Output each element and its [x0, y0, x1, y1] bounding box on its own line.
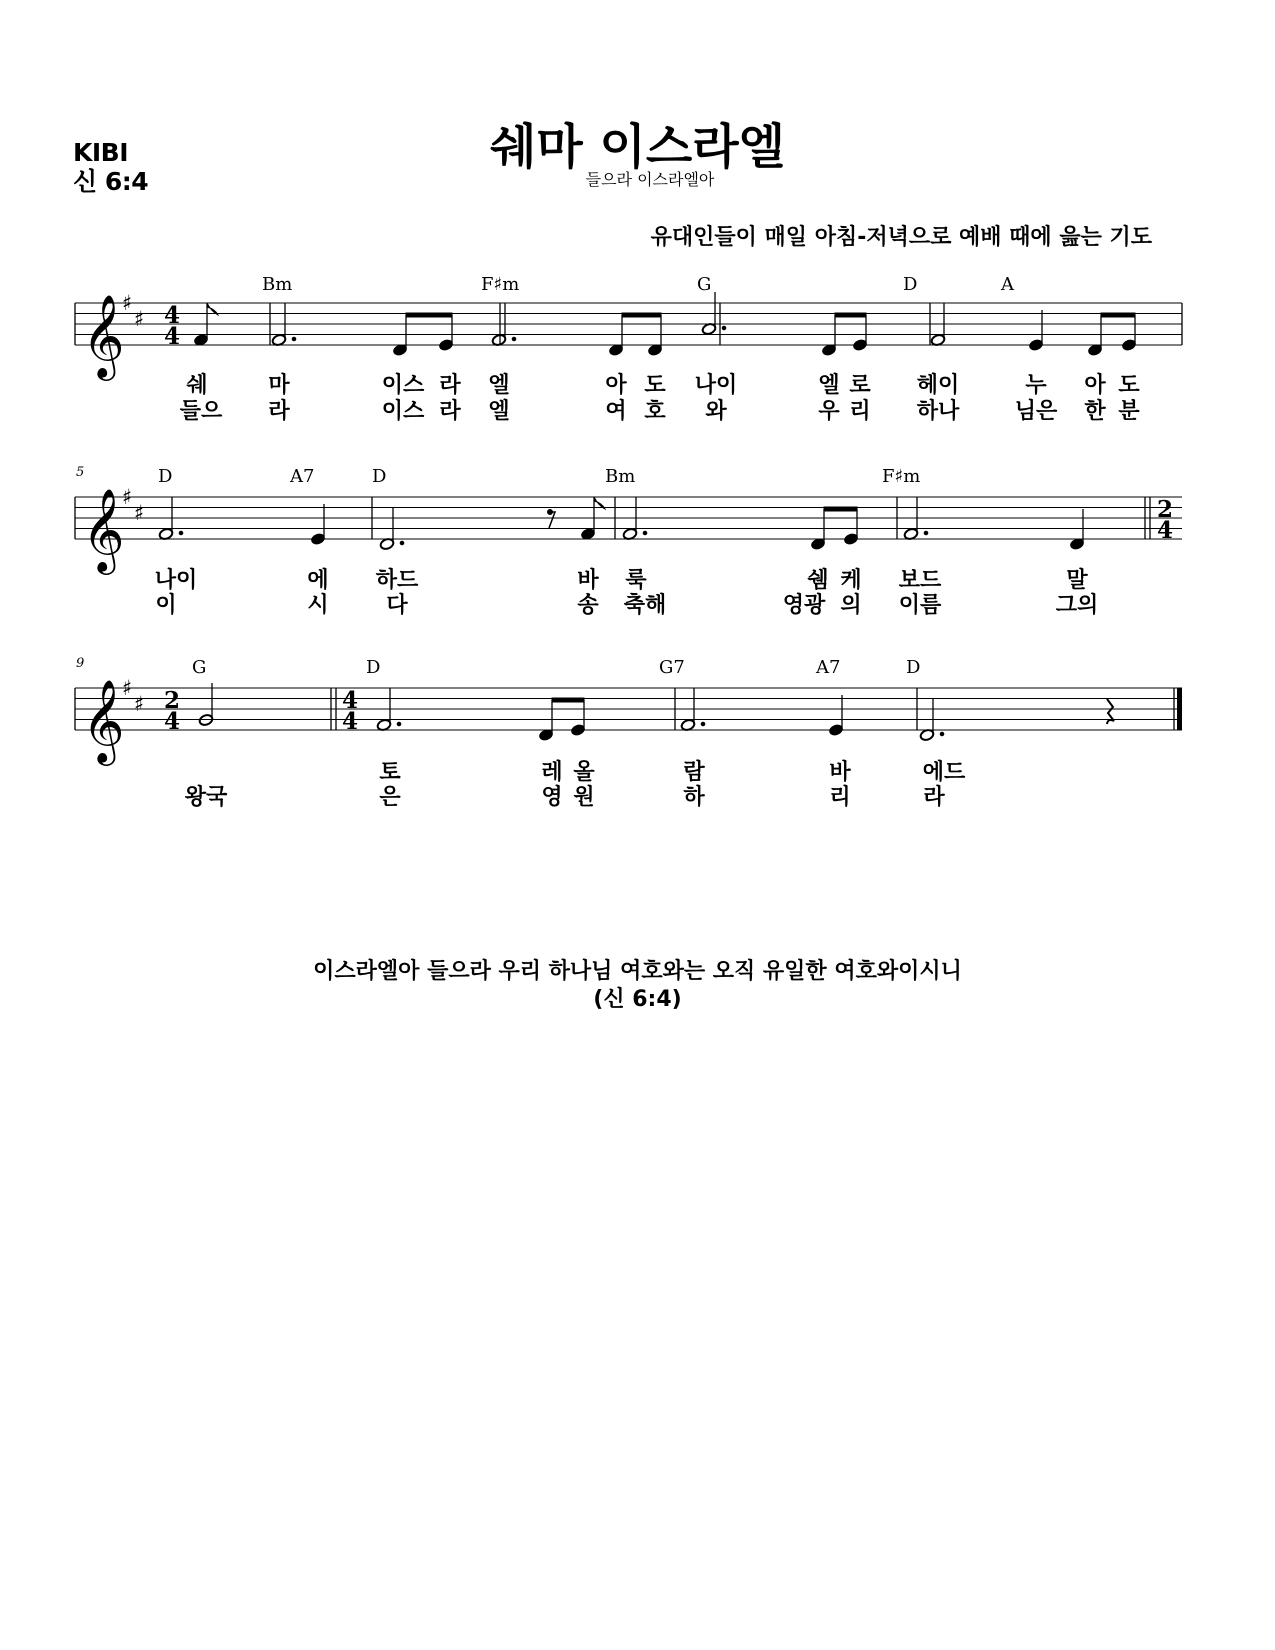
- lyric-syllable: 리: [829, 785, 851, 810]
- lyric-syllable: 은: [379, 785, 401, 810]
- lyric-syllable: 축해: [623, 593, 667, 618]
- lyric-syllable: 이: [155, 593, 177, 618]
- chord-label: D: [158, 466, 173, 487]
- time-signature-top: 2: [1157, 496, 1174, 523]
- lyrics-line-2: [155, 567, 1099, 618]
- lyric-syllable: 올: [573, 760, 595, 785]
- chord-label: D: [366, 657, 381, 678]
- sharp-icon: ♯: [134, 307, 145, 331]
- chord-label: G: [192, 657, 207, 678]
- lyric-syllable: 라: [439, 399, 461, 424]
- lyric-syllable: 마: [268, 373, 290, 398]
- lyric-syllable: 나이: [154, 568, 198, 593]
- lyric-syllable: 리: [849, 399, 871, 424]
- lyric-syllable: 하나: [916, 399, 960, 424]
- lyric-syllable: 영: [541, 785, 563, 810]
- lyric-syllable: 영광: [782, 593, 826, 618]
- lyric-syllable: 우: [818, 399, 840, 424]
- time-signature-bottom: 4: [342, 708, 359, 735]
- lyric-syllable: 레: [541, 760, 563, 785]
- final-barline: [1177, 688, 1182, 730]
- lyric-syllable: 쉠: [807, 568, 829, 593]
- lyric-syllable: 라: [923, 785, 945, 810]
- time-signature-bottom: 4: [164, 323, 181, 350]
- chord-label: A: [1001, 274, 1014, 295]
- lyrics-line-3: [185, 759, 966, 810]
- page-subtitle: 들으라 이스라엘아: [585, 170, 715, 189]
- lyric-syllable: 시: [307, 593, 329, 618]
- lyric-syllable: 바: [829, 760, 851, 785]
- sharp-icon: ♯: [122, 291, 133, 315]
- measure-number: 5: [76, 465, 85, 480]
- lyric-syllable: 왕국: [184, 785, 228, 810]
- lyric-syllable: 룩: [625, 568, 647, 593]
- chord-label: D: [903, 274, 918, 295]
- chord-label: G: [697, 274, 712, 295]
- sharp-icon: ♯: [134, 501, 145, 525]
- measure-number: 9: [76, 656, 85, 671]
- lyrics-line-1: [180, 372, 1141, 424]
- lyric-syllable: 케: [840, 568, 862, 593]
- lyric-syllable: 라: [439, 373, 461, 398]
- lyric-syllable: 쉐: [186, 373, 208, 398]
- lyric-syllable: 그의: [1055, 593, 1099, 618]
- lyric-syllable: 에: [307, 568, 329, 593]
- lyric-syllable: 에드: [922, 760, 966, 785]
- chord-label: D: [906, 657, 921, 678]
- lyric-syllable: 아: [1084, 373, 1106, 398]
- lyric-syllable: 아: [605, 373, 627, 398]
- lyric-syllable: 로: [849, 373, 871, 398]
- lyric-syllable: 와: [705, 399, 727, 424]
- lyric-syllable: 호: [644, 399, 666, 424]
- treble-clef-icon: 𝄞: [82, 678, 125, 762]
- lyric-syllable: 토: [379, 760, 401, 785]
- chord-label: Bm: [262, 274, 293, 295]
- chord-label: D: [372, 466, 387, 487]
- footer-verse: 이스라엘아 들으라 우리 하나님 여호와는 오직 유일한 여호와이시니: [313, 959, 962, 984]
- lyric-syllable: 분: [1118, 399, 1140, 424]
- chord-label: Bm: [605, 466, 636, 487]
- lyric-syllable: 말: [1066, 568, 1088, 593]
- barlines: [75, 303, 1182, 730]
- lyric-syllable: 바: [577, 568, 599, 593]
- footer-reference: (신 6:4): [593, 987, 682, 1012]
- lyric-syllable: 한: [1084, 399, 1106, 424]
- time-signature-top: 2: [164, 687, 181, 714]
- lyric-syllable: 다: [386, 593, 408, 618]
- lyric-syllable: 도: [1118, 373, 1140, 398]
- lyric-syllable: 헤이: [916, 373, 960, 398]
- lyric-syllable: 의: [840, 593, 862, 618]
- chord-label: F♯m: [481, 274, 520, 295]
- sharp-icon: ♯: [134, 692, 145, 716]
- chord-label: F♯m: [882, 466, 921, 487]
- time-signature-bottom: 4: [1157, 517, 1174, 544]
- lyric-syllable: 람: [683, 760, 705, 785]
- chord-label: A7: [816, 657, 841, 678]
- chord-label: A7: [290, 466, 315, 487]
- lyric-syllable: 누: [1025, 373, 1047, 398]
- lyric-syllable: 들으: [179, 399, 223, 424]
- lyric-syllable: 나이: [694, 373, 738, 398]
- lyric-syllable: 하드: [375, 568, 419, 593]
- chord-label: G7: [659, 657, 685, 678]
- lyric-syllable: 엘: [488, 373, 510, 398]
- description: 유대인들이 매일 아침-저녁으로 예배 때에 읊는 기도: [650, 225, 1152, 250]
- lyric-syllable: 도: [644, 373, 666, 398]
- lyric-syllable: 엘: [488, 399, 510, 424]
- org-name: KIBI: [73, 138, 129, 167]
- treble-clef-icon: 𝄞: [82, 293, 125, 377]
- lyric-syllable: 여: [605, 399, 627, 424]
- lyric-syllable: 님은: [1014, 399, 1058, 424]
- page-title: 쉐마 이스라엘: [490, 119, 785, 175]
- lyric-syllable: 이스: [381, 373, 425, 398]
- org-reference: 신 6:4: [73, 167, 149, 196]
- lyric-syllable: 엘: [818, 373, 840, 398]
- time-signature-top: 4: [342, 687, 359, 714]
- sharp-icon: ♯: [122, 485, 133, 509]
- treble-clef-icon: 𝄞: [82, 487, 125, 571]
- lyric-syllable: 이스: [381, 399, 425, 424]
- sharp-icon: ♯: [122, 676, 133, 700]
- lyric-syllable: 하: [683, 785, 705, 810]
- lyric-syllable: 원: [573, 785, 595, 810]
- lyric-syllable: 라: [268, 399, 290, 424]
- lyric-syllable: 보드: [898, 568, 942, 593]
- time-signature-top: 4: [164, 302, 181, 329]
- lyric-syllable: 이름: [898, 593, 942, 618]
- lyric-syllable: 송: [577, 593, 599, 618]
- time-signature-bottom: 4: [164, 708, 181, 735]
- notes-line-2: [158, 497, 1084, 551]
- footer-verse-block: [0, 958, 1275, 1014]
